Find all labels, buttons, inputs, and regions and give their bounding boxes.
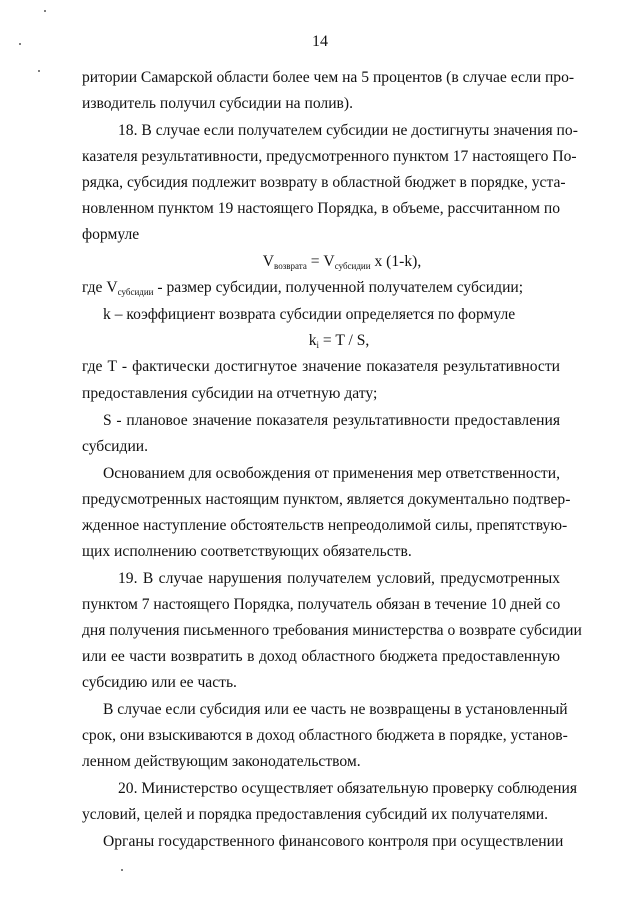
text-line: ритории Самарской области более чем на 5 процентов (в случае если про-: [82, 69, 575, 86]
text-line: или ее части возвратить в доход областного бюджета предоставленную: [82, 648, 560, 665]
text-line: срок, они взыскиваются в доход областного бюджета в порядке, установ-: [82, 727, 568, 744]
text-line: новленном пунктом 19 настоящего Порядка, в объеме, рассчитанном по: [82, 200, 560, 217]
paragraph-force-majeure: Основанием для освобождения от применения мер ответственности,: [103, 465, 560, 482]
text-line: ленном действующим законодательством.: [82, 753, 361, 770]
definition-v-subsidy: где $V_{субсидии}$ - размер субсидии, полученной получателем субсидии;: [82, 279, 524, 297]
formula-k: $k_i = T / S$,: [308, 332, 370, 350]
text-line: жденное наступление обстоятельств непреодолимой силы, препятствую-: [82, 517, 568, 534]
scan-speck: [121, 869, 123, 871]
text-line: предусмотренных настоящим пунктом, является документально подтвер-: [82, 491, 571, 508]
text-line: щих исполнению соответствующих обязательств.: [82, 543, 412, 560]
text-line: формуле: [82, 226, 140, 243]
definition-s: S - плановое значение показателя результативности предоставления: [103, 412, 560, 429]
paragraph-18-line: 18. В случае если получателем субсидии не достигнуты значения по-: [118, 122, 578, 139]
scan-speck: [44, 10, 46, 12]
formula-return: $V_{возврата} = V_{субсидии}$ x (1-k),: [262, 253, 422, 271]
text-line: дня получения письменного требования министерства о возврате субсидии: [82, 622, 582, 639]
text-line: казателя результативности, предусмотренного пунктом 17 настоящего По-: [82, 148, 577, 165]
definition-k: k – коэффициент возврата субсидии определяется по формуле: [103, 306, 516, 323]
paragraph-19-line: 19. В случае нарушения получателем условий, предусмотренных: [118, 570, 560, 587]
text-line: пунктом 7 настоящего Порядка, получатель обязан в течение 10 дней со: [82, 596, 561, 613]
text-line: субсидии.: [82, 438, 149, 455]
text-line: рядка, субсидия подлежит возврату в областной бюджет в порядке, уста-: [82, 174, 566, 191]
text-line: условий, целей и порядка предоставления субсидий их получателями.: [82, 806, 548, 823]
paragraph-20-line: 20. Министерство осуществляет обязательную проверку соблюдения: [118, 780, 578, 797]
page-number: 14: [312, 33, 328, 50]
text-line: где T - фактически достигнутое значение показателя результативности: [82, 358, 560, 375]
paragraph-control-bodies: Органы государственного финансового контроля при осуществлении: [103, 833, 564, 850]
text-line: предоставления субсидии на отчетную дату;: [82, 385, 378, 402]
text-line: субсидию или ее часть.: [82, 674, 237, 691]
scan-speck: [38, 70, 40, 72]
text-line: изводитель получил субсидии на полив).: [82, 95, 354, 112]
paragraph-non-return: В случае если субсидия или ее часть не возвращены в установленный: [103, 701, 568, 718]
